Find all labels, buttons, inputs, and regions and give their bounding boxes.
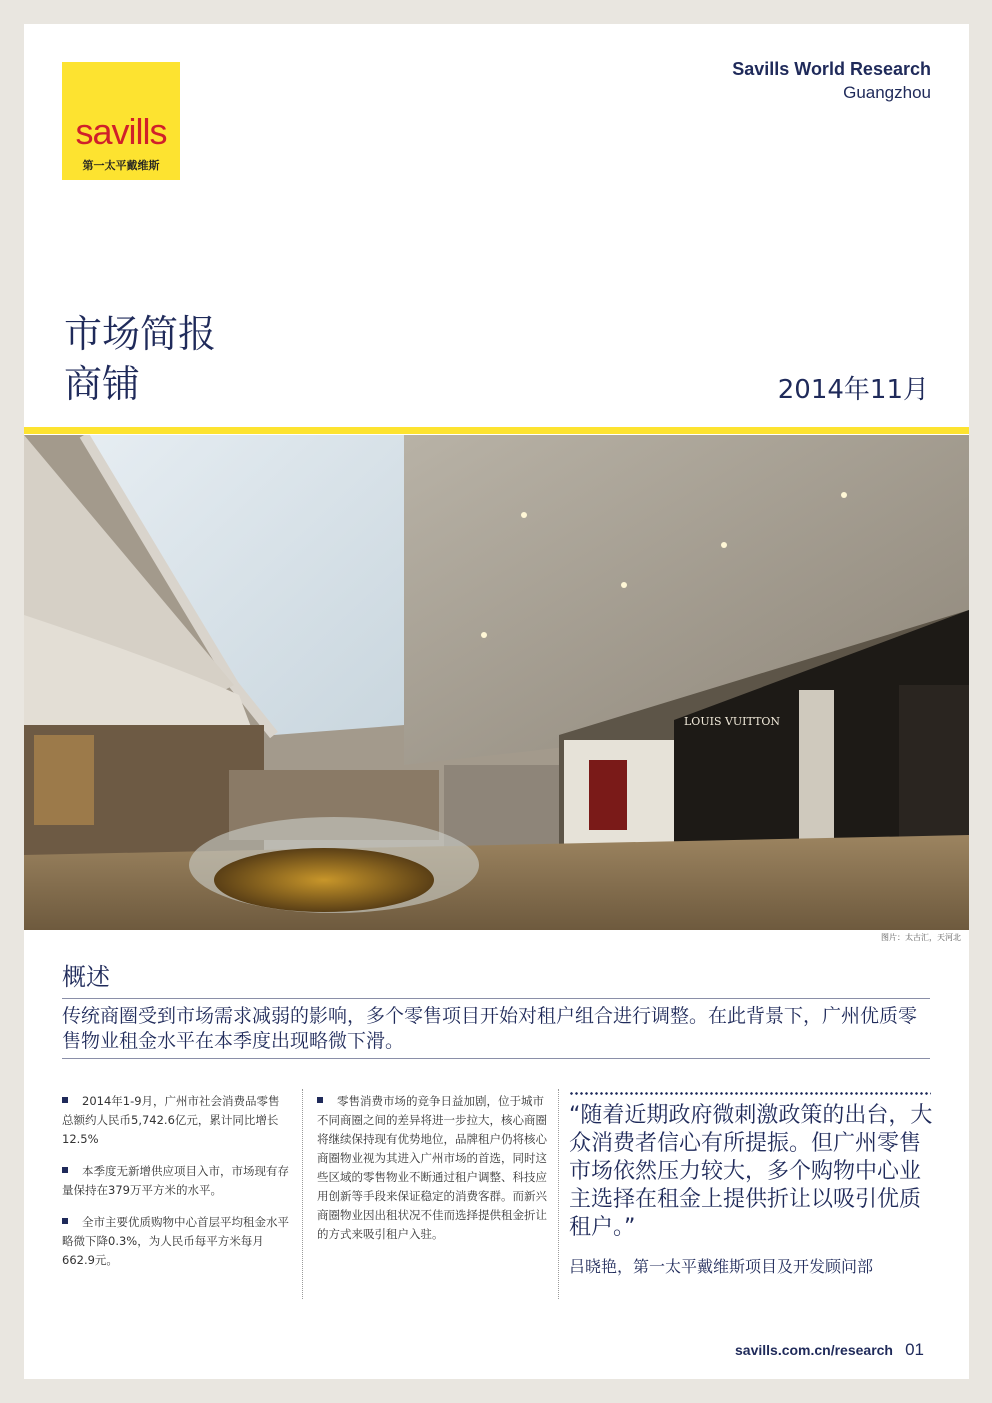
bullet-text: 全市主要优质购物中心首层平均租金水平略微下降0.3%，为人民币每平方米每月662.9元。 [62, 1215, 289, 1267]
section-rule-bottom [62, 1058, 930, 1059]
bullet-item [317, 1092, 551, 1244]
bullet-square-icon [62, 1167, 68, 1173]
brand-title: Savills World Research [732, 59, 931, 79]
page-subtitle: 商铺 [64, 362, 141, 406]
report-page [24, 24, 969, 1379]
column-divider [302, 1089, 303, 1299]
bullet-square-icon [317, 1097, 323, 1103]
overview-summary: 传统商圈受到市场需求减弱的影响，多个零售项目开始对租户组合进行调整。在此背景下，广州优质零售物业租金水平在本季度出现略微下滑。 [62, 1005, 918, 1052]
overview-heading: 概述 [62, 963, 110, 991]
yellow-divider [24, 427, 969, 434]
bullet-item [62, 1162, 290, 1200]
quote-dotted-rule [569, 1092, 931, 1095]
savills-logo[interactable] [62, 62, 180, 180]
store-sign-text: LOUIS VUITTON [684, 715, 781, 728]
logo-chinese-name: 第一太平戴维斯 [82, 159, 160, 172]
page-title: 市场简报 [64, 312, 217, 356]
bullet-square-icon [62, 1218, 68, 1224]
bullet-item [62, 1092, 290, 1149]
brand-city: Guangzhou [843, 83, 931, 102]
photo-caption: 图片：太古汇，天河北 [881, 933, 961, 942]
bullet-column-2 [317, 1092, 551, 1257]
mall-interior-photo [24, 435, 969, 930]
bullet-item [62, 1213, 290, 1270]
section-rule-top [62, 998, 930, 999]
bullet-text: 本季度无新增供应项目入市，市场现有存量保持在379万平方米的水平。 [62, 1164, 289, 1197]
bullet-square-icon [62, 1097, 68, 1103]
pull-quote: “随着近期政府微刺激政策的出台，大众消费者信心有所提振。但广州零售市场依然压力较大，多个购物中心业主选择在租金上提供折让以吸引优质租户。” [569, 1103, 933, 1240]
bullet-column-1 [62, 1092, 290, 1283]
page-number: 01 [905, 1340, 924, 1359]
footer-link[interactable]: savills.com.cn/research [735, 1342, 893, 1358]
report-date: 2014年11月 [777, 375, 929, 405]
column-divider [558, 1089, 559, 1299]
bullet-text: 零售消费市场的竞争日益加剧，位于城市不同商圈之间的差异将进一步拉大，核心商圈将继续保持现有优势地位，品牌租户仍将核心商圈物业视为其进入广州市场的首选，同时这些区域的零售物业不断通过租户调整、科技应用创新等手段来保证稳定的消费客群。而新兴商圈物业因出租状况不佳而选择提供租金折让的方式来吸引租户入驻。 [317, 1094, 547, 1241]
logo-wordmark: savills [75, 111, 167, 152]
quote-attribution: 吕晓艳，第一太平戴维斯项目及开发顾问部 [569, 1257, 874, 1276]
bullet-text: 2014年1-9月，广州市社会消费品零售总额约人民币5,742.6亿元，累计同比增长12.5% [62, 1094, 280, 1146]
